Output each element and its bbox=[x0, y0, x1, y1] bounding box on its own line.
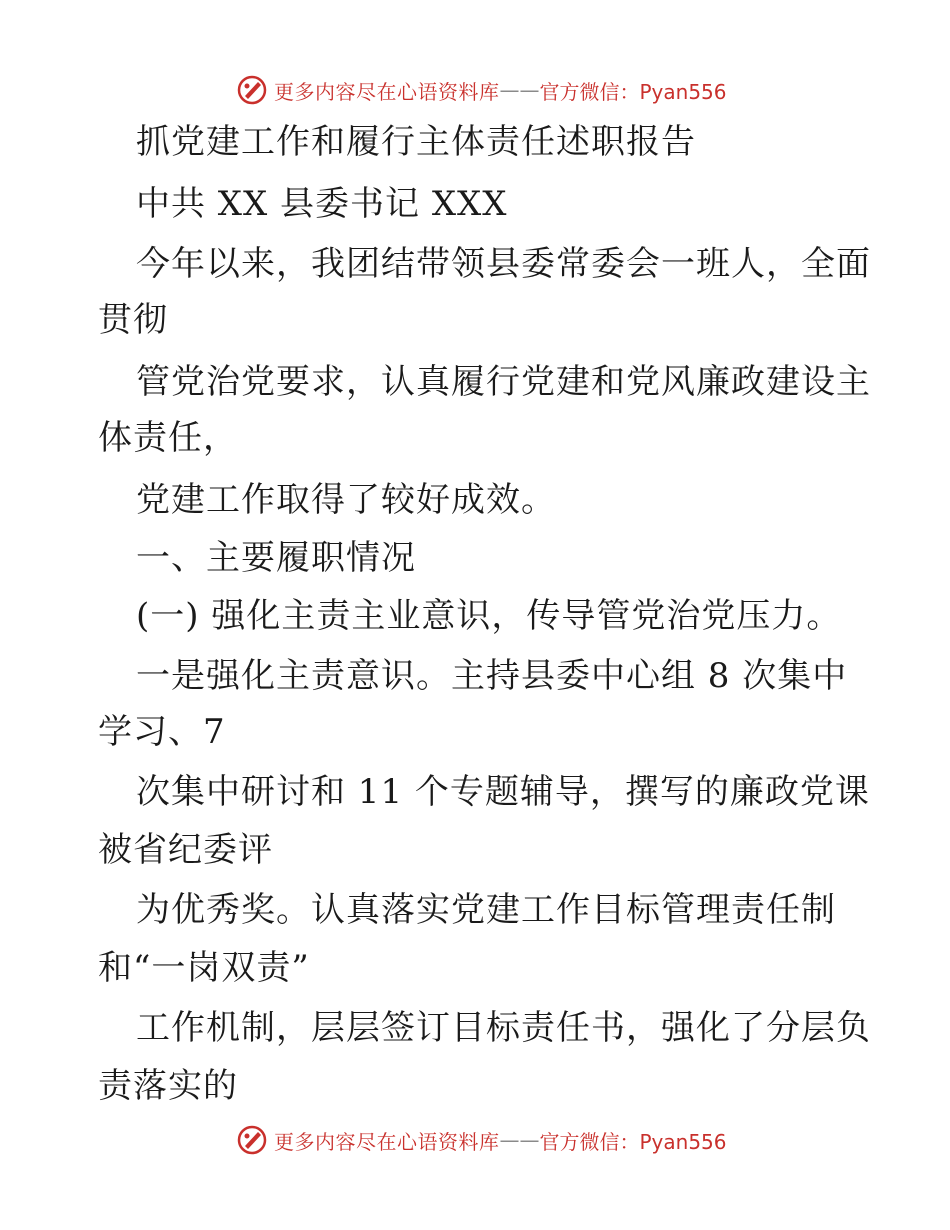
paragraph-line: 和“一岗双责” bbox=[98, 948, 310, 988]
watermark-dash: —— bbox=[499, 78, 540, 102]
paragraph-line: 次集中研讨和 11 个专题辅导，撰写的廉政党课 bbox=[136, 772, 870, 812]
subsection-heading: (一) 强化主责主业意识，传导管党治党压力。 bbox=[136, 596, 842, 636]
paragraph-line: 管党治党要求，认真履行党建和党风廉政建设主 bbox=[136, 362, 871, 402]
paragraph-line: 一是强化主责意识。主持县委中心组 8 次集中 bbox=[136, 656, 848, 696]
watermark-text: 更多内容尽在心语资料库 bbox=[274, 1129, 500, 1154]
paragraph-line: 党建工作取得了较好成效。 bbox=[136, 480, 556, 520]
watermark-contact: 官方微信：Pyan556 bbox=[539, 1129, 727, 1154]
paragraph-line: 为优秀奖。认真落实党建工作目标管理责任制 bbox=[136, 890, 836, 930]
watermark-dash: —— bbox=[499, 1128, 540, 1152]
watermark-footer bbox=[236, 1122, 756, 1158]
paragraph-line: 被省纪委评 bbox=[98, 830, 273, 870]
watermark-text: 更多内容尽在心语资料库 bbox=[274, 79, 500, 104]
paragraph-line: 今年以来，我团结带领县委常委会一班人，全面 bbox=[136, 244, 871, 284]
watermark-logo-icon bbox=[236, 74, 268, 106]
paragraph-line: 体责任， bbox=[98, 418, 238, 458]
watermark-logo-icon bbox=[236, 1124, 268, 1156]
watermark-contact: 官方微信：Pyan556 bbox=[539, 79, 727, 104]
paragraph-line: 责落实的 bbox=[98, 1066, 238, 1106]
paragraph-line: 贯彻 bbox=[98, 300, 168, 340]
paragraph-line: 工作机制，层层签订目标责任书，强化了分层负 bbox=[136, 1008, 871, 1048]
paragraph-line: 学习、7 bbox=[98, 712, 226, 752]
document-author: 中共 XX 县委书记 XXX bbox=[136, 184, 508, 224]
section-heading: 一、主要履职情况 bbox=[136, 538, 416, 578]
document-title: 抓党建工作和履行主体责任述职报告 bbox=[136, 122, 696, 162]
watermark-header bbox=[236, 72, 756, 108]
